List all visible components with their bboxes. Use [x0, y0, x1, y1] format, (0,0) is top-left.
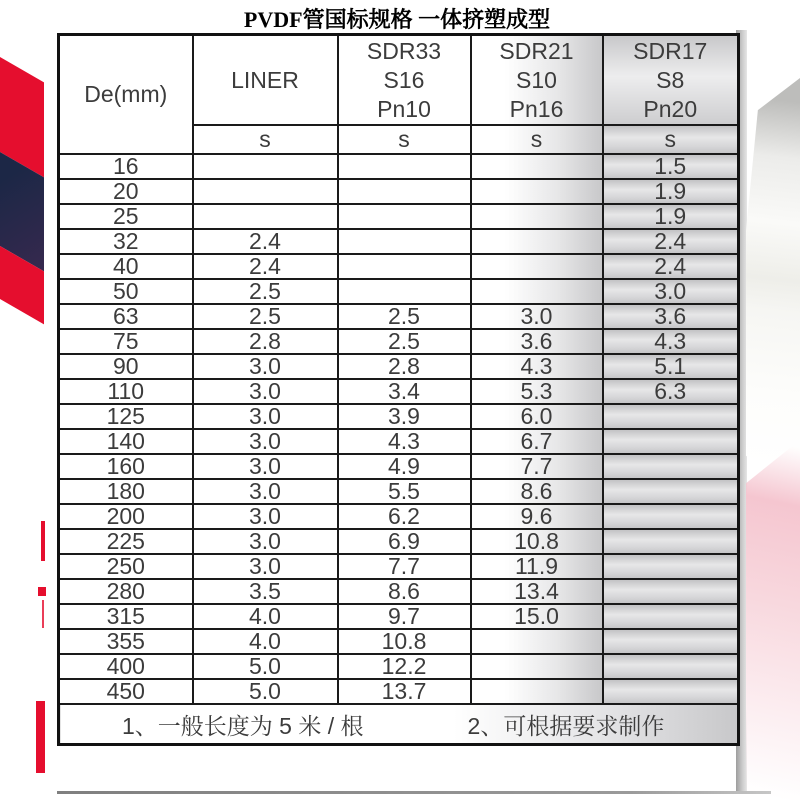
cell-value [193, 179, 338, 204]
table-row [59, 404, 739, 429]
cell-value: 2.5 [193, 304, 338, 329]
cell-de: 225 [59, 529, 193, 554]
cell-value [338, 279, 471, 304]
header-line: Pn16 [509, 95, 564, 122]
spec-table [57, 33, 740, 746]
cell-value: 6.0 [471, 404, 603, 429]
cell-value [471, 229, 603, 254]
cell-de: 40 [59, 254, 193, 279]
cell-value [338, 154, 471, 179]
cell-value: 3.0 [193, 429, 338, 454]
cell-value: 3.0 [193, 554, 338, 579]
table-row [59, 654, 739, 679]
cell-de: 20 [59, 179, 193, 204]
cell-de: 160 [59, 454, 193, 479]
table-row [59, 154, 739, 179]
cell-value: 3.0 [603, 279, 739, 304]
unit-cell: s [193, 125, 338, 154]
table-row [59, 454, 739, 479]
header-sdr17 [603, 35, 739, 126]
cell-value [471, 654, 603, 679]
cell-value [338, 229, 471, 254]
table-row [59, 554, 739, 579]
header-sdr33 [338, 35, 471, 126]
cell-value: 2.4 [603, 254, 739, 279]
cell-value: 3.6 [603, 304, 739, 329]
cell-de: 16 [59, 154, 193, 179]
cell-value: 10.8 [338, 629, 471, 654]
red-mark [36, 701, 45, 773]
cell-de: 90 [59, 354, 193, 379]
cell-de: 200 [59, 504, 193, 529]
header-line: SDR17 [633, 37, 708, 64]
cell-value: 3.0 [471, 304, 603, 329]
cell-value: 2.4 [193, 254, 338, 279]
cell-value: 3.6 [471, 329, 603, 354]
footer-note-2: 2、可根据要求制作 [467, 712, 665, 739]
cell-value: 13.4 [471, 579, 603, 604]
cell-value [603, 429, 739, 454]
cell-value: 3.5 [193, 579, 338, 604]
cell-value: 3.0 [193, 454, 338, 479]
table-row [59, 604, 739, 629]
cell-value: 5.0 [193, 654, 338, 679]
table-row [59, 679, 739, 704]
cell-de: 140 [59, 429, 193, 454]
cell-value [603, 554, 739, 579]
table-row [59, 229, 739, 254]
cell-de: 400 [59, 654, 193, 679]
cell-value: 8.6 [471, 479, 603, 504]
table-row [59, 254, 739, 279]
table-row [59, 579, 739, 604]
cell-value [603, 679, 739, 704]
cell-value: 7.7 [338, 554, 471, 579]
table-row [59, 379, 739, 404]
cell-value: 2.4 [193, 229, 338, 254]
cell-value [603, 604, 739, 629]
cell-value: 4.3 [471, 354, 603, 379]
header-line: S16 [383, 66, 425, 93]
cell-value: 4.3 [603, 329, 739, 354]
cell-value: 3.0 [193, 404, 338, 429]
cell-de: 75 [59, 329, 193, 354]
cell-value: 5.5 [338, 479, 471, 504]
cell-value: 4.3 [338, 429, 471, 454]
cell-value: 15.0 [471, 604, 603, 629]
cell-value: 7.7 [471, 454, 603, 479]
header-de-mm: De(mm) [59, 35, 193, 155]
header-sdr21 [471, 35, 603, 126]
cell-value [471, 154, 603, 179]
cell-de: 450 [59, 679, 193, 704]
cell-value: 2.8 [193, 329, 338, 354]
cell-value: 3.0 [193, 479, 338, 504]
cell-de: 50 [59, 279, 193, 304]
cell-value: 2.4 [603, 229, 739, 254]
red-mark [41, 521, 45, 561]
cell-value: 2.8 [338, 354, 471, 379]
table-row [59, 629, 739, 654]
header-liner: LINER [193, 35, 338, 126]
header-line: SDR33 [366, 37, 442, 64]
cell-value [603, 479, 739, 504]
cell-value [338, 179, 471, 204]
left-ribbon-decoration [0, 57, 44, 324]
cell-value [471, 629, 603, 654]
cell-value: 9.7 [338, 604, 471, 629]
table-row [59, 354, 739, 379]
cell-value [338, 204, 471, 229]
cell-value: 5.0 [193, 679, 338, 704]
cell-value [338, 254, 471, 279]
cell-value [603, 629, 739, 654]
cell-value: 2.5 [338, 329, 471, 354]
cell-value: 6.7 [471, 429, 603, 454]
cell-value [603, 504, 739, 529]
cell-value [603, 654, 739, 679]
cell-value: 3.0 [193, 504, 338, 529]
cell-value [603, 529, 739, 554]
cell-value: 13.7 [338, 679, 471, 704]
cell-value [471, 279, 603, 304]
footer-note-1: 1、一般长度为 5 米 / 根 [122, 712, 364, 739]
footer-row [59, 704, 739, 745]
cell-de: 110 [59, 379, 193, 404]
cell-value: 3.4 [338, 379, 471, 404]
cell-value [471, 679, 603, 704]
cell-value [471, 204, 603, 229]
unit-cell: s [471, 125, 603, 154]
cell-de: 280 [59, 579, 193, 604]
footer-notes-cell [59, 704, 739, 745]
cell-value: 12.2 [338, 654, 471, 679]
cell-value [471, 254, 603, 279]
table-row [59, 479, 739, 504]
table-row [59, 329, 739, 354]
cell-value: 4.0 [193, 629, 338, 654]
pink-gradient-decoration [746, 440, 800, 800]
header-line: SDR21 [499, 37, 574, 64]
cell-value: 6.9 [338, 529, 471, 554]
cell-value [193, 204, 338, 229]
cell-de: 25 [59, 204, 193, 229]
cell-value: 8.6 [338, 579, 471, 604]
cell-value [603, 579, 739, 604]
table-row [59, 429, 739, 454]
cell-value: 4.0 [193, 604, 338, 629]
cell-value: 4.9 [338, 454, 471, 479]
cell-de: 125 [59, 404, 193, 429]
cell-value: 9.6 [471, 504, 603, 529]
page-title: PVDF管国标规格 一体挤塑成型 [243, 7, 551, 32]
cell-value: 3.9 [338, 404, 471, 429]
cell-de: 250 [59, 554, 193, 579]
table-row [59, 304, 739, 329]
cell-value: 2.5 [193, 279, 338, 304]
pipe-photo-decoration [746, 78, 800, 480]
cell-value: 5.3 [471, 379, 603, 404]
cell-value [471, 179, 603, 204]
cell-value [603, 404, 739, 429]
table-row [59, 504, 739, 529]
table-row [59, 529, 739, 554]
header-line: S8 [656, 66, 685, 93]
cell-de: 315 [59, 604, 193, 629]
cell-value: 3.0 [193, 379, 338, 404]
cell-de: 63 [59, 304, 193, 329]
cell-value: 1.5 [603, 154, 739, 179]
cell-de: 180 [59, 479, 193, 504]
table-row [59, 179, 739, 204]
header-line: S10 [516, 66, 557, 93]
table-row [59, 279, 739, 304]
cell-value: 10.8 [471, 529, 603, 554]
unit-cell: s [603, 125, 739, 154]
cell-value: 3.0 [193, 529, 338, 554]
header-line: Pn20 [643, 95, 698, 122]
cell-value [193, 154, 338, 179]
cell-value [603, 454, 739, 479]
cell-de: 355 [59, 629, 193, 654]
table-row [59, 204, 739, 229]
red-mark [42, 600, 44, 628]
header-line: Pn10 [377, 95, 431, 122]
cell-value: 3.0 [193, 354, 338, 379]
cell-value: 2.5 [338, 304, 471, 329]
cell-value: 6.2 [338, 504, 471, 529]
cell-value: 1.9 [603, 179, 739, 204]
header-row [59, 35, 739, 126]
red-mark [38, 587, 46, 596]
cell-de: 32 [59, 229, 193, 254]
cell-value: 1.9 [603, 204, 739, 229]
table-bottom-shadow [57, 791, 771, 794]
cell-value: 6.3 [603, 379, 739, 404]
unit-cell: s [338, 125, 471, 154]
cell-value: 11.9 [471, 554, 603, 579]
cell-value: 5.1 [603, 354, 739, 379]
